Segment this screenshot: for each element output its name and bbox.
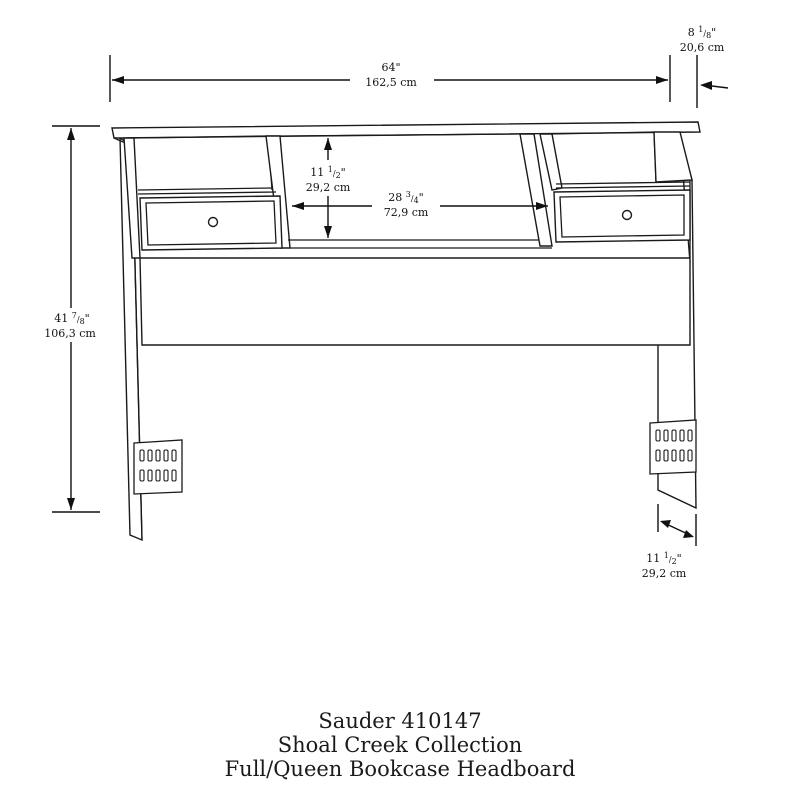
bracket-slot [688,430,692,441]
bracket-slot [140,450,144,461]
depth-num: 1 [698,25,704,34]
bracket-slot [172,470,176,481]
height-metric: 106,3 cm [44,327,96,340]
bracket-slot [656,430,660,441]
bracket-slot [164,450,168,461]
bracket-slot [656,450,660,461]
depth-imperial: 8 $^1_/$8" [687,25,717,40]
leg-depth-whole: 11 [646,552,661,565]
caption-model: Sauder 410147 [318,709,482,733]
shelf-width-whole: 28 [388,191,403,204]
bracket-slot [664,450,668,461]
right-mounting-bracket [650,420,696,474]
width-imperial: 64" [381,61,401,74]
depth-den: 8 [706,31,712,40]
leg-depth-imperial: 11 $^1_/$2" [646,551,682,566]
bracket-slot [680,450,684,461]
shelf-width-metric: 72,9 cm [383,206,429,219]
back-panel [140,258,690,345]
leg-depth-den: 2 [671,557,677,566]
bracket-slot [688,450,692,461]
bracket-slot [156,470,160,481]
height-dimension [28,126,108,512]
height-imperial: 41 $^7_/$8" [54,311,90,326]
left-drawer-knob [209,218,218,227]
shelf-width-den: 4 [413,196,419,205]
width-metric: 162,5 cm [365,76,417,89]
bracket-slot [140,470,144,481]
height-num: 7 [71,311,77,320]
shelf-height-den: 2 [335,171,341,180]
bracket-slot [156,450,160,461]
right-drawer [554,190,690,242]
caption-collection: Shoal Creek Collection [277,733,523,757]
leg-depth-dimension [642,504,696,580]
bracket-slot [172,450,176,461]
shelf-height-metric: 29,2 cm [305,181,351,194]
height-whole: 41 [54,312,69,325]
bracket-slot [680,430,684,441]
bracket-slot [148,470,152,481]
bracket-slot [672,450,676,461]
shelf-height-num: 1 [327,165,333,174]
shelf-width-dimension [292,190,548,219]
height-den: 8 [79,317,85,326]
depth-whole: 8 [687,26,695,39]
shelf-width-imperial: 28 $^3_/$4" [388,190,424,205]
depth-metric: 20,6 cm [679,41,725,54]
bracket-slot [148,450,152,461]
shelf-height-dimension [306,138,351,238]
left-drawer [140,196,282,250]
shelf-height-imperial: 11 $^1_/$2" [310,165,346,180]
leg-depth-metric: 29,2 cm [641,567,687,580]
leg-depth-num: 1 [663,551,669,560]
shelf-width-num: 3 [405,190,411,199]
depth-dimension [680,25,728,108]
right-drawer-knob [623,211,632,220]
headboard-drawing [112,122,700,540]
left-mounting-bracket [134,440,182,494]
width-dimension [110,55,670,102]
caption-product: Full/Queen Bookcase Headboard [224,757,576,781]
bracket-slot [664,430,668,441]
bracket-slot [164,470,168,481]
bracket-slot [672,430,676,441]
shelf-height-whole: 11 [310,166,325,179]
